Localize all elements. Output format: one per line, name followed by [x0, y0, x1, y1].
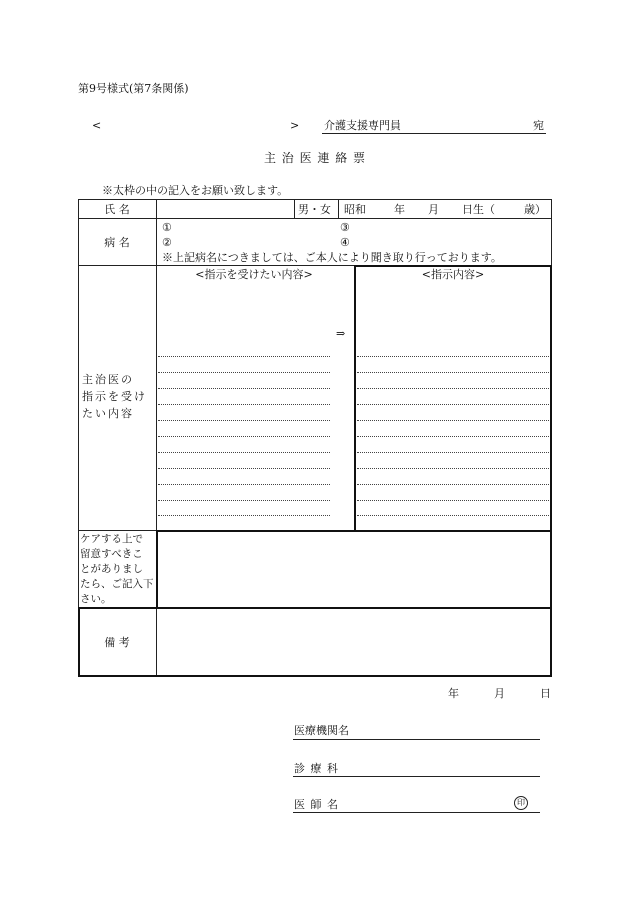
right-writing-line[interactable]: [357, 388, 549, 389]
department-label: 診 療 科: [294, 762, 339, 775]
remarks-label: 備 考: [104, 636, 130, 649]
disease-item-1: ①: [162, 221, 172, 234]
row-name-bottom: [78, 218, 552, 219]
department-line[interactable]: [293, 776, 540, 777]
doctor-line[interactable]: [293, 812, 540, 813]
care-box-right: [550, 530, 552, 608]
right-writing-line[interactable]: [357, 356, 549, 357]
date-month-label: 月: [494, 687, 505, 700]
right-writing-line[interactable]: [357, 468, 549, 469]
sex-options[interactable]: 男・女: [298, 203, 331, 216]
table-left-border: [78, 199, 79, 676]
remarks-box-bottom: [78, 675, 552, 677]
left-writing-line[interactable]: [158, 436, 330, 437]
date-day-label: 日: [540, 687, 551, 700]
instruction-box-right: [550, 265, 552, 531]
care-label-line4: たら、ご記入下: [80, 578, 154, 590]
right-writing-line[interactable]: [357, 404, 549, 405]
right-writing-line[interactable]: [357, 515, 549, 516]
table-right-border-top: [551, 199, 552, 266]
right-writing-line[interactable]: [357, 484, 549, 485]
recipient-honorific: 宛: [533, 119, 544, 132]
care-label-line1: ケアする上で: [80, 533, 143, 545]
instructions-label-line3: たい内容: [82, 407, 134, 420]
recipient-close-bracket: >: [290, 119, 300, 132]
table-top-border: [78, 199, 552, 200]
left-writing-line[interactable]: [158, 468, 330, 469]
disease-item-3: ③: [340, 221, 350, 234]
recipient-title: 介護支援専門員: [324, 119, 401, 132]
seal-icon: 印: [514, 796, 528, 810]
birth-year-label: 年: [394, 203, 405, 216]
instruction-box-left: [354, 265, 356, 531]
instructions-label-line2: 指示を受け: [82, 390, 147, 403]
birth-day-label: 日生（: [462, 203, 495, 216]
care-box-bottom: [78, 607, 552, 609]
age-label: 歳）: [524, 203, 546, 216]
care-box-left: [156, 530, 158, 608]
instruction-note: ※太枠の中の記入をお願い致します。: [102, 184, 289, 197]
right-writing-line[interactable]: [357, 500, 549, 501]
left-writing-line[interactable]: [158, 420, 330, 421]
left-writing-line[interactable]: [158, 404, 330, 405]
left-writing-line[interactable]: [158, 372, 330, 373]
sex-birth-divider: [338, 199, 339, 218]
birth-month-label: 月: [428, 203, 439, 216]
care-label-line3: とがありまし: [80, 563, 143, 575]
instructions-label-line1: 主治医の: [82, 373, 134, 386]
right-writing-line[interactable]: [357, 420, 549, 421]
disease-note: ※上記病名につきましては、ご本人により聞き取り行っております。: [162, 251, 502, 264]
form-title: 主 治 医 連 絡 票: [263, 151, 367, 165]
disease-label: 病 名: [104, 236, 130, 249]
form-number: 第9号様式(第7条関係): [78, 82, 189, 95]
remarks-box-right: [550, 607, 552, 677]
given-instructions-header: <指示内容>: [421, 268, 485, 281]
care-label-line2: 留意すべきこ: [80, 548, 143, 560]
right-writing-line[interactable]: [357, 452, 549, 453]
birth-era: 昭和: [344, 203, 366, 216]
care-label-line5: さい。: [80, 593, 112, 605]
recipient-open-bracket: <: [92, 119, 102, 132]
disease-item-4: ④: [340, 236, 350, 249]
disease-item-2: ②: [162, 236, 172, 249]
name-label: 氏 名: [104, 203, 130, 216]
left-writing-line[interactable]: [158, 388, 330, 389]
care-box-top: [156, 530, 552, 532]
recipient-underline: [322, 133, 546, 134]
left-writing-line[interactable]: [158, 515, 330, 516]
institution-line[interactable]: [293, 739, 540, 740]
name-sex-divider: [294, 199, 295, 218]
doctor-label: 医 師 名: [294, 798, 339, 811]
left-writing-line[interactable]: [158, 500, 330, 501]
arrow-icon: ⇒: [336, 327, 346, 340]
right-writing-line[interactable]: [357, 436, 549, 437]
requested-instructions-header: <指示を受けたい内容>: [195, 268, 313, 281]
left-writing-line[interactable]: [158, 484, 330, 485]
right-writing-line[interactable]: [357, 372, 549, 373]
date-year-label: 年: [448, 687, 459, 700]
instruction-box-top: [354, 265, 552, 267]
institution-label: 医療機関名: [294, 724, 349, 737]
left-writing-line[interactable]: [158, 452, 330, 453]
left-writing-line[interactable]: [158, 356, 330, 357]
